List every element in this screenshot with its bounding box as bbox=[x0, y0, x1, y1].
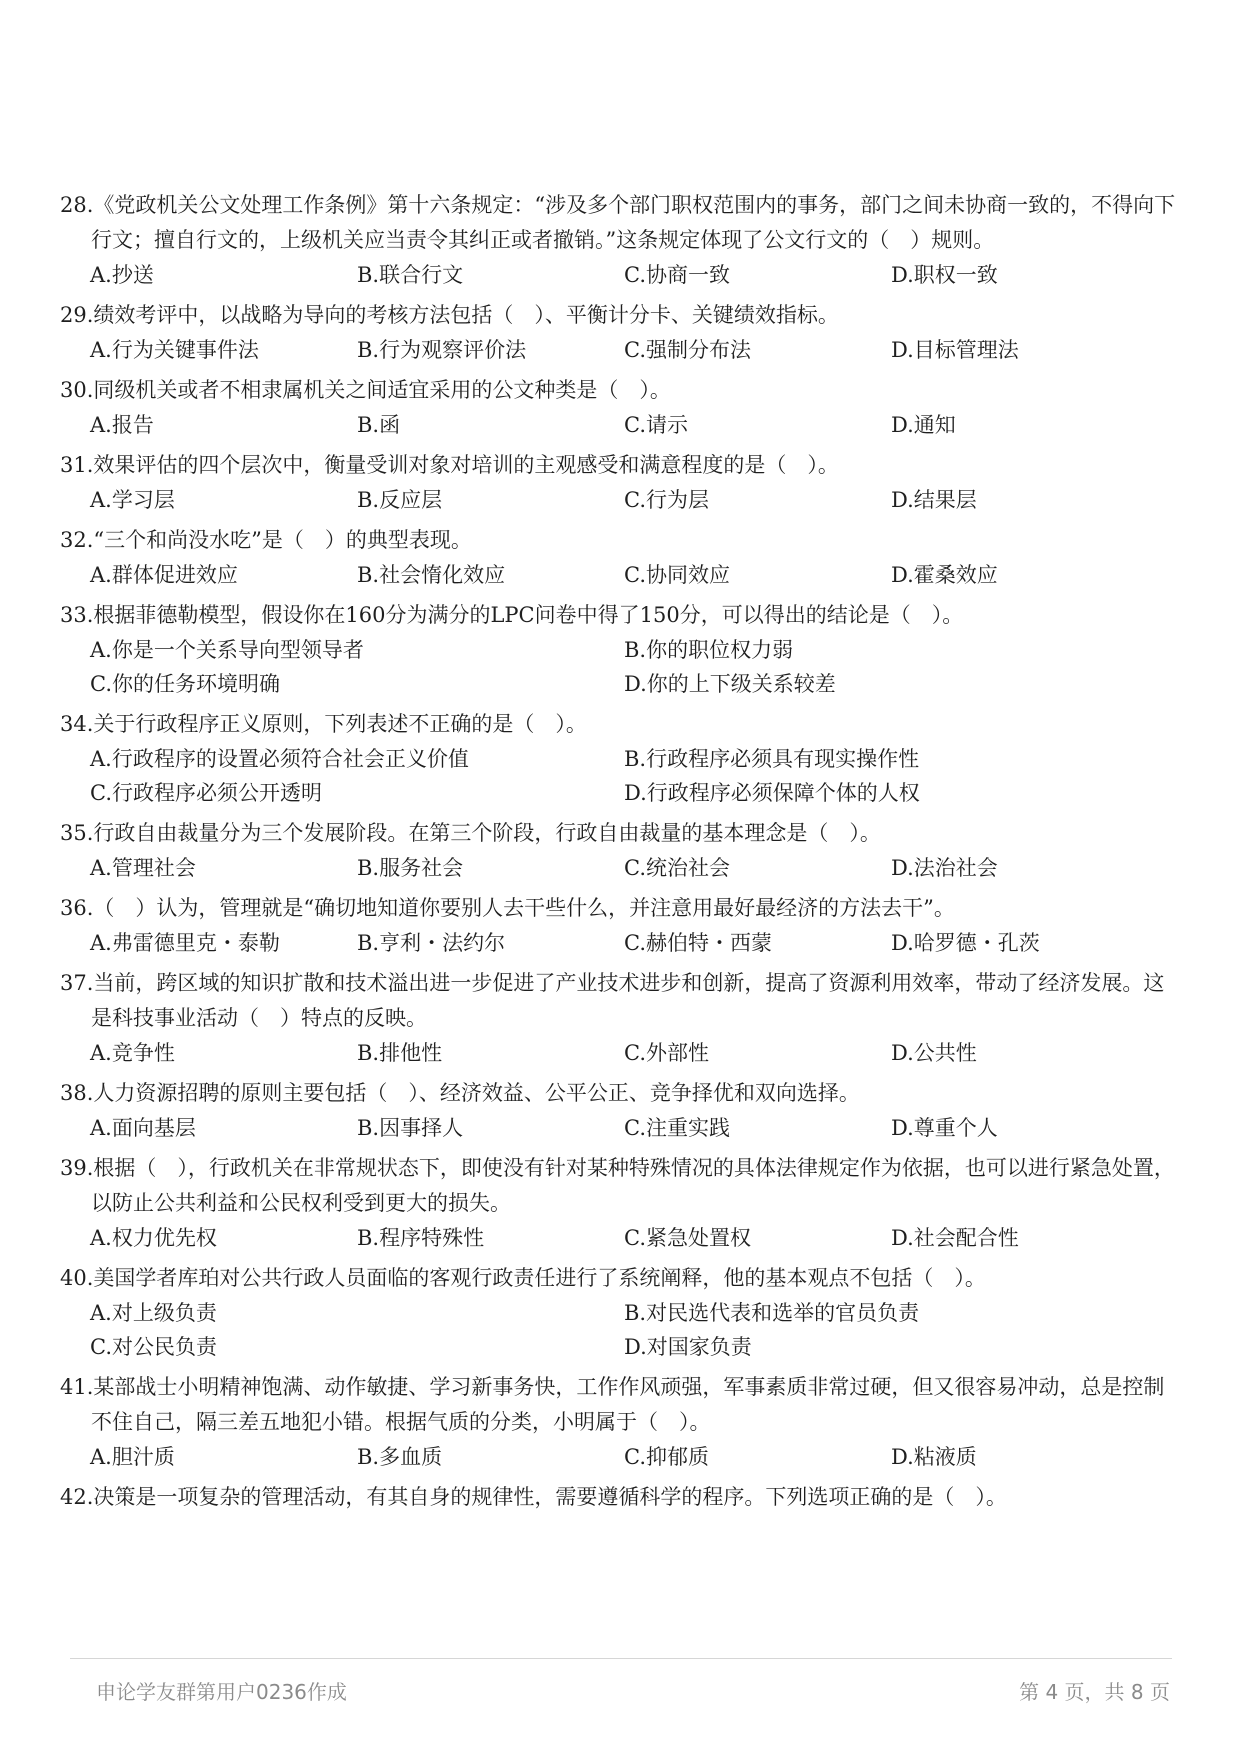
footer-source: 申论学友群第用户0236作成 bbox=[96, 1680, 347, 1704]
option-a: A.行政程序的设置必须符合社会正义价值 bbox=[90, 747, 469, 771]
option-b: B.联合行文 bbox=[357, 263, 464, 287]
question-stem: 33.根据菲德勒模型，假设你在160分为满分的LPC问卷中得了150分，可以得出的结论是（ ）。 bbox=[60, 603, 964, 627]
option-c: C.对公民负责 bbox=[90, 1335, 217, 1359]
option-b: B.社会惰化效应 bbox=[357, 563, 506, 587]
option-c: C.外部性 bbox=[624, 1041, 709, 1065]
option-c: C.强制分布法 bbox=[624, 338, 751, 362]
option-d: D.粘液质 bbox=[891, 1445, 977, 1469]
option-d: D.哈罗德・孔茨 bbox=[891, 931, 1040, 955]
option-c: C.协商一致 bbox=[624, 263, 730, 287]
option-a: A.抄送 bbox=[90, 263, 154, 287]
option-c: C.抑郁质 bbox=[624, 1445, 709, 1469]
question-stem: 32.“三个和尚没水吃”是（ ）的典型表现。 bbox=[60, 528, 472, 552]
option-a: A.学习层 bbox=[90, 488, 175, 512]
question-38 bbox=[60, 1076, 1180, 1145]
question-stem: 38.人力资源招聘的原则主要包括（ ）、经济效益、公平公正、竞争择优和双向选择。 bbox=[60, 1081, 860, 1105]
question-stem: 28.《党政机关公文处理工作条例》第十六条规定：“涉及多个部门职权范围内的事务，部门之间未协商一致的，不得向下行文；擅自行文的，上级机关应当责令其纠正或者撤销。”这条规定体现了公文行文的（ ）规则。 bbox=[60, 193, 1176, 252]
option-a: A.竞争性 bbox=[90, 1041, 175, 1065]
option-b: B.程序特殊性 bbox=[357, 1226, 485, 1250]
question-stem: 39.根据（ ），行政机关在非常规状态下，即使没有针对某种特殊情况的具体法律规定作为依据，也可以进行紧急处置，以防止公共利益和公民权利受到更大的损失。 bbox=[60, 1156, 1175, 1215]
option-b: B.反应层 bbox=[357, 488, 443, 512]
option-row bbox=[60, 408, 1180, 442]
option-b: B.亨利・法约尔 bbox=[357, 931, 506, 955]
question-29 bbox=[60, 298, 1180, 367]
question-33 bbox=[60, 598, 1180, 701]
option-b: B.因事择人 bbox=[357, 1116, 464, 1140]
option-grid bbox=[60, 633, 1180, 701]
option-d: D.通知 bbox=[891, 413, 956, 437]
option-b: B.对民选代表和选举的官员负责 bbox=[624, 1301, 920, 1325]
option-d: D.目标管理法 bbox=[891, 338, 1019, 362]
option-d: D.社会配合性 bbox=[891, 1226, 1019, 1250]
question-stem: 30.同级机关或者不相隶属机关之间适宜采用的公文种类是（ ）。 bbox=[60, 378, 671, 402]
question-stem: 31.效果评估的四个层次中，衡量受训对象对培训的主观感受和满意程度的是（ ）。 bbox=[60, 453, 839, 477]
option-b: B.排他性 bbox=[357, 1041, 443, 1065]
option-row bbox=[60, 483, 1180, 517]
option-b: B.行为观察评价法 bbox=[357, 338, 527, 362]
question-42 bbox=[60, 1480, 1180, 1515]
option-d: D.你的上下级关系较差 bbox=[624, 672, 836, 696]
question-40 bbox=[60, 1261, 1180, 1364]
option-a: A.权力优先权 bbox=[90, 1226, 217, 1250]
question-34 bbox=[60, 707, 1180, 810]
option-b: B.你的职位权力弱 bbox=[624, 638, 794, 662]
option-c: C.请示 bbox=[624, 413, 688, 437]
option-c: C.你的任务环境明确 bbox=[90, 672, 280, 696]
page-number: 第 4 页，共 8 页 bbox=[1019, 1680, 1170, 1704]
question-list bbox=[60, 188, 1180, 1521]
option-row bbox=[60, 258, 1180, 292]
option-c: C.行政程序必须公开透明 bbox=[90, 781, 322, 805]
option-a: A.群体促进效应 bbox=[90, 563, 238, 587]
option-d: D.霍桑效应 bbox=[891, 563, 998, 587]
option-c: C.注重实践 bbox=[624, 1116, 730, 1140]
option-d: D.法治社会 bbox=[891, 856, 998, 880]
option-row bbox=[60, 851, 1180, 885]
question-30 bbox=[60, 373, 1180, 442]
option-a: A.报告 bbox=[90, 413, 154, 437]
option-a: A.弗雷德里克・泰勒 bbox=[90, 931, 280, 955]
option-grid bbox=[60, 1296, 1180, 1364]
option-a: A.你是一个关系导向型领导者 bbox=[90, 638, 364, 662]
question-stem: 37.当前，跨区域的知识扩散和技术溢出进一步促进了产业技术进步和创新，提高了资源利用效率，带动了经济发展。这是科技事业活动（ ）特点的反映。 bbox=[60, 971, 1165, 1030]
question-stem: 40.美国学者库珀对公共行政人员面临的客观行政责任进行了系统阐释，他的基本观点不包括（ ）。 bbox=[60, 1266, 986, 1290]
option-row bbox=[60, 333, 1180, 367]
option-d: D.结果层 bbox=[891, 488, 977, 512]
question-36 bbox=[60, 891, 1180, 960]
option-row bbox=[60, 558, 1180, 592]
option-c: C.行为层 bbox=[624, 488, 709, 512]
option-d: D.行政程序必须保障个体的人权 bbox=[624, 781, 920, 805]
option-d: D.公共性 bbox=[891, 1041, 977, 1065]
question-35 bbox=[60, 816, 1180, 885]
option-a: A.面向基层 bbox=[90, 1116, 196, 1140]
option-b: B.服务社会 bbox=[357, 856, 464, 880]
question-31 bbox=[60, 448, 1180, 517]
question-39 bbox=[60, 1151, 1180, 1255]
question-stem: 36.（ ）认为，管理就是“确切地知道你要别人去干些什么，并注意用最好最经济的方法去干”。 bbox=[60, 896, 955, 920]
option-a: A.管理社会 bbox=[90, 856, 196, 880]
option-row bbox=[60, 1221, 1180, 1255]
question-41 bbox=[60, 1370, 1180, 1474]
option-b: B.函 bbox=[357, 413, 401, 437]
question-37 bbox=[60, 966, 1180, 1070]
question-stem: 42.决策是一项复杂的管理活动，有其自身的规律性，需要遵循科学的程序。下列选项正确的是（ ）。 bbox=[60, 1485, 1007, 1509]
option-d: D.职权一致 bbox=[891, 263, 998, 287]
option-row bbox=[60, 1111, 1180, 1145]
option-c: C.统治社会 bbox=[624, 856, 730, 880]
footer-divider bbox=[70, 1658, 1172, 1659]
option-row bbox=[60, 926, 1180, 960]
option-row bbox=[60, 1440, 1180, 1474]
option-b: B.行政程序必须具有现实操作性 bbox=[624, 747, 920, 771]
option-c: C.协同效应 bbox=[624, 563, 730, 587]
question-stem: 41.某部战士小明精神饱满、动作敏捷、学习新事务快，工作作风顽强，军事素质非常过硬，但又很容易冲动，总是控制不住自己，隔三差五地犯小错。根据气质的分类，小明属于（ ）。 bbox=[60, 1375, 1165, 1434]
option-a: A.对上级负责 bbox=[90, 1301, 217, 1325]
question-stem: 34.关于行政程序正义原则，下列表述不正确的是（ ）。 bbox=[60, 712, 587, 736]
question-stem: 35.行政自由裁量分为三个发展阶段。在第三个阶段，行政自由裁量的基本理念是（ ）。 bbox=[60, 821, 881, 845]
option-grid bbox=[60, 742, 1180, 810]
option-b: B.多血质 bbox=[357, 1445, 443, 1469]
option-d: D.对国家负责 bbox=[624, 1335, 752, 1359]
option-d: D.尊重个人 bbox=[891, 1116, 998, 1140]
option-c: C.紧急处置权 bbox=[624, 1226, 751, 1250]
question-stem: 29.绩效考评中，以战略为导向的考核方法包括（ ）、平衡计分卡、关键绩效指标。 bbox=[60, 303, 839, 327]
question-28 bbox=[60, 188, 1180, 292]
option-row bbox=[60, 1036, 1180, 1070]
option-a: A.行为关键事件法 bbox=[90, 338, 259, 362]
option-c: C.赫伯特・西蒙 bbox=[624, 931, 772, 955]
question-32 bbox=[60, 523, 1180, 592]
option-a: A.胆汁质 bbox=[90, 1445, 175, 1469]
